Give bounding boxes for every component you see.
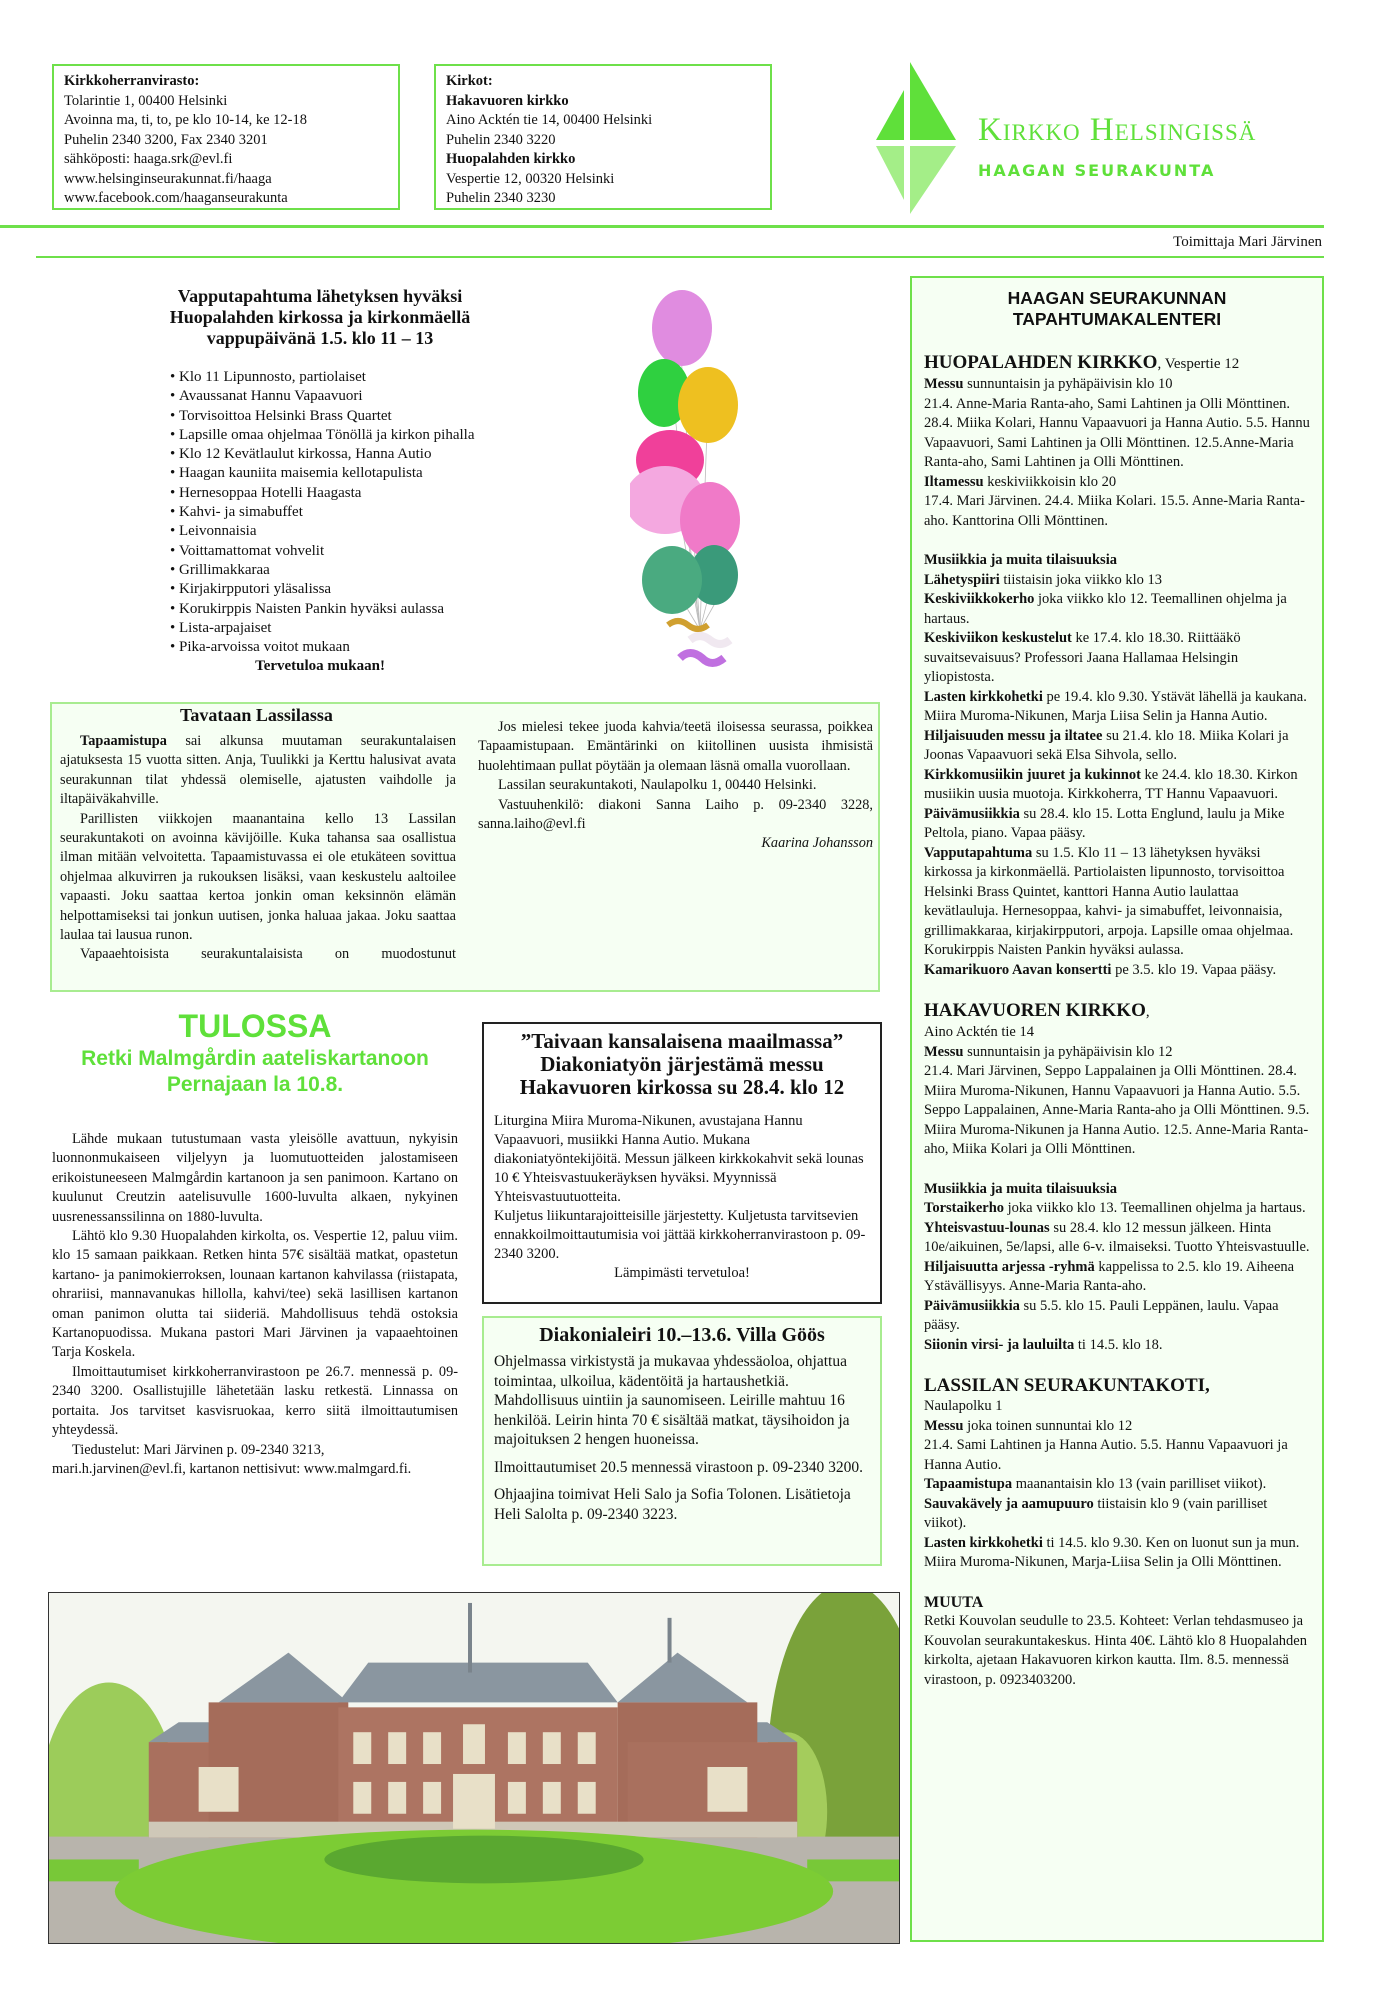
calendar-entry-text: su 1.5. Klo 11 – 13 lähetyksen hyväksi kirkossa ja kirkonmäellä. Partiolaisten lipunnosto, torvisoittoa Helsinki Brass Quintet, kanttori Hanna Autio laulattaa kevätlauluja. Hernesoppaa, kahvi- ja simabuffet, leivonnaisia, grillimakkaraa, kirjakirpputori, arpoja. Lapsille omaa ohjelmaa. Korukirppis Naisten Pankin hyväksi aulassa. (924, 844, 1294, 958)
calendar-entry-text: 21.4. Anne-Maria Ranta-aho, Sami Lahtinen ja Olli Mönttinen. 28.4. Miika Kolari, Hannu Vapaavuori ja Hanna Autio. 5.5. Hannu Vapaavuori, Sami Lahtinen ja Olli Mönttinen. 12.5.Anne-Maria Ranta-aho, Sami Lahtinen ja Olli Mönttinen. (924, 395, 1310, 470)
header-divider-bottom (36, 256, 1324, 258)
calendar-title-line: TAPAHTUMAKALENTERI (1012, 309, 1222, 329)
calendar-entry-text: kappelissa to 2.5. klo 19. Aiheena Ystävällisyys. Anne-Maria Ranta-aho. (924, 1258, 1295, 1294)
vappu-welcome: Tervetuloa mukaan! (255, 658, 385, 674)
calendar-entry-text: ke 17.4. klo 18.30. Riittääkö suvaitsevaisuus? Professori Jaana Hallamaa Helsingin yliopistosta. (924, 630, 1241, 685)
calendar-entry-label: Vapputapahtuma (924, 844, 1033, 861)
calendar-entry-label: Lähetyspiiri (924, 571, 1000, 588)
lassila-heading: LASSILAN SEURAKUNTAKOTI, (924, 1375, 1210, 1396)
leiri-paragraph: Ohjaajina toimivat Heli Salo ja Sofia Tolonen. Lisätietoja Heli Salolta p. 09-2340 3223. (494, 1486, 851, 1523)
calendar-entry (924, 1043, 1310, 1063)
calendar-entry-text: maanantaisin klo 13 (vain parilliset viikot). (1012, 1476, 1267, 1492)
tulossa-paragraph: Ilmoittautumiset kirkkoherranvirastoon pe 26.7. mennessä p. 09-2340 3200. Osallistujille lähetetään lasku retkestä. Linnassa on portaita. Jos tarvitset kasvisruokaa, kerro siitä ilmoittautumisen yhteydessä. (52, 1363, 458, 1439)
office-facebook-link[interactable]: www.facebook.com/haaganseurakunta (64, 190, 288, 206)
taivaan-title (494, 1030, 870, 1099)
calendar-entry-text: ke 24.4. klo 18.30. Kirkon musiikin uusia muotoja. Kirkkoherra, TT Hannu Vapaavuori. (924, 766, 1298, 802)
calendar-entry-label: Kirkkomusiikin juuret ja kukinnot (924, 766, 1141, 783)
vappu-headline-line: Vapputapahtuma lähetyksen hyväksi (177, 286, 463, 306)
lassila-entries (924, 1417, 1310, 1573)
article-author: Kaarina Johansson (761, 835, 873, 852)
taivaan-body (494, 1112, 870, 1264)
tavataan-title: Tavataan Lassilassa (180, 705, 333, 725)
vappu-headline-line: Huopalahden kirkossa ja kirkonmäellä (169, 307, 471, 327)
calendar-entry-label: Hiljaisuutta arjessa -ryhmä (924, 1258, 1095, 1275)
diakonialeiri-box (482, 1316, 882, 1566)
office-title: Kirkkoherranvirasto: (64, 73, 200, 89)
tulossa-subtitle-line: Pernajaan la 10.8. (166, 1073, 344, 1096)
calendar-entry-text: ti 14.5. klo 9.30. Ken on luonut sun ja mun. Miira Muroma-Nikunen, Marja-Liisa Selin ja Olli Mönttinen. (924, 1534, 1300, 1570)
calendar-entry-label: Torstaikerho (924, 1200, 1005, 1216)
church1-name: Hakavuoren kirkko (446, 92, 569, 109)
calendar-entry-text: keskiviikkoisin klo 20 (983, 473, 1117, 490)
calendar-entry-label: Keskiviikon keskustelut (924, 630, 1072, 646)
church1-phone: Puhelin 2340 3220 (446, 131, 556, 148)
hakavuori-address: Aino Acktén tie 14 (924, 1024, 1034, 1040)
lassila-address: Naulapolku 1 (924, 1398, 1003, 1414)
calendar-entry-text: sunnuntaisin ja pyhäpäivisin klo 10 (963, 376, 1173, 392)
calendar-entry (924, 961, 1310, 981)
huopalahti-name: HUOPALAHDEN KIRKKO (924, 352, 1158, 373)
event-calendar (910, 276, 1324, 1942)
calendar-entry (924, 571, 1310, 591)
tulossa-paragraph: Lähtö klo 9.30 Huopalahden kirkolta, os. Vespertie 12, paluu viim. klo 15 samaan paikkaan. Retken hinta 57€ sisältää matkat, opastetun kartano- ja panimokierroksen, lounaan kartanon kahvilassa (riistapata, ohrariisi, mannavanukas hillolla, kahvi/tee) sekä lasillisen kartanon oman panimon olutta tai siideriä. Mahdollisuus tehdä ostoksia Kartanopuodissa. Mukana pastori Mari Järvinen ja vapaaehtoinen Tarja Koskela. (52, 1228, 458, 1361)
calendar-entry (924, 375, 1310, 395)
calendar-entry (924, 727, 1310, 766)
calendar-entry-text: su 21.4. klo 18. Miika Kolari ja Joonas Vapaavuori sekä Elsa Sihvola, sello. (924, 727, 1289, 763)
calendar-entry-label: Päivämusiikkia (924, 1297, 1020, 1314)
hakavuori-heading (924, 1000, 1310, 1023)
calendar-entry-label: Messu (924, 1417, 964, 1434)
office-address: Tolarintie 1, 00400 Helsinki (64, 92, 228, 109)
huopalahti-heading (924, 352, 1310, 375)
vappu-program-list (170, 368, 474, 657)
taivaan-messu-box (482, 1022, 882, 1304)
list-item: • Hernesoppaa Hotelli Haagasta (170, 484, 474, 503)
calendar-entry (924, 473, 1310, 493)
tapaamistupa-label: Tapaamistupa (80, 733, 167, 749)
church2-name: Huopalahden kirkko (446, 151, 576, 167)
office-info-box (52, 64, 400, 210)
tavataan-paragraph: Vastuuhenkilö: diakoni Sanna Laiho p. 09-2340 3228, sanna.laiho@evl.fi (478, 796, 873, 833)
hakavuori-music-heading: Musiikkia ja muita tilaisuuksia (924, 1180, 1117, 1197)
list-item: • Korukirppis Naisten Pankin hyväksi aulassa (170, 600, 474, 619)
tavataan-text: sai alkunsa muutaman seurakuntalaisen ajatuksesta 15 vuotta sitten. Anja, Tuulikki ja Kerttu halusivat avata seurakunnan tilat yhdessä olemiselle, ajatusten vaihdolle ja iltapäiväkahville. (60, 733, 456, 808)
list-item: • Lapsille omaa ohjelmaa Tönöllä ja kirkon pihalla (170, 426, 474, 445)
huopalahti-entries (924, 375, 1310, 531)
calendar-entry (924, 1417, 1310, 1437)
calendar-entry-text: ti 14.5. klo 18. (1074, 1336, 1163, 1353)
taivaan-text: Liturgina Miira Muroma-Nikunen, avustajana Hannu Vapaavuori, musiikki Hanna Autio. Mukana diakoniatyöntekijöitä. Messun jälkeen kirkkokahvit sekä lounas 10 € Yhteisvastuukeräyksen hyväksi. Myynnissä Yhteisvastuutuotteita. (494, 1113, 864, 1205)
calendar-entry-label: Keskiviikkokerho (924, 591, 1035, 607)
hakavuori-name: HAKAVUOREN KIRKKO (924, 1000, 1146, 1021)
calendar-entry (924, 1297, 1310, 1336)
calendar-title (924, 288, 1310, 330)
list-item: • Kirjakirpputori yläsalissa (170, 580, 474, 599)
calendar-entry-label: Hiljaisuuden messu ja iltatee (924, 727, 1103, 744)
tavataan-column-left (60, 732, 456, 964)
hakavuori-music-entries (924, 1199, 1310, 1355)
huopalahti-music-heading: Musiikkia ja muita tilaisuuksia (924, 552, 1117, 568)
list-item: • Grillimakkaraa (170, 561, 474, 580)
church2-address: Vespertie 12, 00320 Helsinki (446, 170, 615, 187)
calendar-entry-text: su 28.4. klo 12 messun jälkeen. Hinta 10e/aikuinen, 5e/lapsi, alle 6-v. ilmaiseksi. Tuotto Yhteisvastuulle. (924, 1219, 1310, 1255)
calendar-entry-label: Siionin virsi- ja lauluilta (924, 1336, 1075, 1353)
calendar-entry (924, 1062, 1310, 1160)
churches-title: Kirkot: (446, 73, 493, 89)
calendar-title-line: HAAGAN SEURAKUNNAN (1007, 288, 1227, 308)
editor-credit: Toimittaja Mari Järvinen (1173, 234, 1322, 250)
calendar-entry-text: su 5.5. klo 15. Pauli Leppänen, laulu. Vapaa pääsy. (924, 1297, 1279, 1333)
muuta-heading: MUUTA (924, 1593, 984, 1611)
calendar-entry-text: pe 3.5. klo 19. Vapaa pääsy. (1111, 961, 1277, 978)
office-hours: Avoinna ma, ti, to, pe klo 10-14, ke 12-18 (64, 112, 307, 128)
calendar-entry-text: pe 19.4. klo 9.30. Ystävät lähellä ja kaukana. Miira Muroma-Nikunen, Marja Liisa Selin ja Hanna Autio. (924, 688, 1307, 724)
calendar-entry (924, 590, 1310, 629)
church1-address: Aino Acktén tie 14, 00400 Helsinki (446, 112, 653, 128)
tulossa-title: TULOSSA (178, 1008, 332, 1044)
calendar-entry (924, 766, 1310, 805)
calendar-entry-text: joka toinen sunnuntai klo 12 (963, 1417, 1133, 1434)
list-item: • Klo 12 Kevätlaulut kirkossa, Hanna Autio (170, 445, 474, 464)
taivaan-text: Kuljetus liikuntarajoitteisille järjestetty. Kuljetusta tarvitsevien ennakkoilmoittautumisia voi jättää kirkkoherranvirastoon p. 09-2340 3200. (494, 1208, 866, 1262)
calendar-entry (924, 844, 1310, 961)
taivaan-title-line: ”Taivaan kansalaisena maailmassa” (520, 1029, 844, 1053)
list-item: • Leivonnaisia (170, 522, 474, 541)
tulossa-paragraph: Lähde mukaan tutustumaan vasta yleisölle avattuun, nykyisin luonnonmukaiseen viljelyyn ja luomutuotteiden jalostamiseen erikoistuneeseen Malmgårdin kartanoon ja sen panimoon. Kartano on kuulunut Creutzin aatelisuvulle 1600-luvulta alkaen, nykyinen uusrenessanssilinna on 1880-luvulta. (52, 1131, 458, 1225)
calendar-entry-text: joka viikko klo 12. Teemallinen ohjelma ja hartaus. (924, 591, 1287, 627)
calendar-entry-label: Iltamessu (924, 473, 984, 490)
list-item: • Haagan kauniita maisemia kellotapulista (170, 464, 474, 483)
list-item: • Klo 11 Lipunnosto, partiolaiset (170, 368, 474, 387)
huopalahti-address: , Vespertie 12 (1157, 356, 1240, 372)
calendar-entry-label: Lasten kirkkohetki (924, 1534, 1043, 1551)
tavataan-paragraph (60, 732, 456, 810)
office-email[interactable]: sähköposti: haaga.srk@evl.fi (64, 151, 233, 167)
calendar-entry-text: joka viikko klo 13. Teemallinen ohjelma ja hartaus. (1004, 1200, 1306, 1216)
calendar-entry-label: Lasten kirkkohetki (924, 688, 1043, 705)
tavataan-paragraph: Parillisten viikkojen maanantaina kello 13 Lassilan seurakuntakoti on avoinna kävijöille. Kuka tahansa saa osallistua ilman mitään velvoitetta. Tapaamistuvassa ei ole etukäteen sovittua ohjelmaa alkuvirren ja rukouksen lisäksi, vaan keskustelu aaltoilee vapaasti. Joku saattaa kertoa jonkin oman keksinnön elämän helpottamiseksi tai jonkun uutisen, jonka haluaa jakaa. Joku saattaa laulaa tai lausua runon. (60, 810, 456, 944)
calendar-entry-text: 21.4. Sami Lahtinen ja Hanna Autio. 5.5. Hannu Vapaavuori ja Hanna Autio. (924, 1437, 1288, 1473)
hakavuori-comma: , (1145, 1004, 1150, 1020)
office-website-link[interactable]: www.helsinginseurakunnat.fi/haaga (64, 170, 272, 187)
calendar-entry (924, 805, 1310, 844)
vappu-headline (140, 286, 500, 349)
calendar-entry (924, 1219, 1310, 1258)
calendar-entry-label: Tapaamistupa (924, 1476, 1013, 1492)
tavataan-paragraph: Jos mielesi tekee juoda kahvia/teetä iloisessa seurassa, poikkea Tapaamistupaan. Emäntärinki on kiitollinen uusista ihmisistä huolehtimaan pullat pöytään ja olemaan läsnä omalla vuorollaan. (478, 719, 873, 774)
calendar-entry-text: su 28.4. klo 15. Lotta Englund, laulu ja Mike Peltola, piano. Vapaa pääsy. (924, 805, 1285, 841)
calendar-entry-label: Kamarikuoro Aavan konsertti (924, 961, 1112, 978)
calendar-entry-text: 17.4. Mari Järvinen. 24.4. Miika Kolari. 15.5. Anne-Maria Ranta-aho. Kanttorina Olli Mönttinen. (924, 493, 1305, 529)
list-item: • Pika-arvoissa voitot mukaan (170, 638, 474, 657)
header-divider-top (0, 225, 1324, 228)
balloons-image (630, 280, 760, 680)
logo-title: Kirkko Helsingissä (978, 112, 1257, 148)
taivaan-title-line: Diakoniatyön järjestämä messu (540, 1052, 824, 1076)
calendar-entry-text: tiistaisin joka viikko klo 13 (999, 571, 1163, 588)
calendar-entry-label: Päivämusiikkia (924, 805, 1020, 822)
list-item: • Torvisoittoa Helsinki Brass Quartet (170, 407, 474, 426)
calendar-entry-label: Sauvakävely ja aamupuuro (924, 1495, 1094, 1512)
tavataan-paragraph: Lassilan seurakuntakoti, Naulapolku 1, 00440 Helsinki. (498, 777, 817, 794)
tulossa-paragraph: Tiedustelut: Mari Järvinen p. 09-2340 3213, mari.h.jarvinen@evl.fi, kartanon nettisivut: www.malmgard.fi. (52, 1441, 412, 1477)
calendar-entry (924, 1475, 1310, 1495)
leiri-paragraph: Ilmoittautumiset 20.5 mennessä virastoon p. 09-2340 3200. (494, 1458, 863, 1476)
taivaan-welcome: Lämpimästi tervetuloa! (614, 1265, 750, 1281)
vappu-headline-line: vappupäivänä 1.5. klo 11 – 13 (206, 328, 434, 348)
calendar-entry (924, 492, 1310, 531)
calendar-entry (924, 1199, 1310, 1219)
calendar-entry-label: Messu (924, 1043, 964, 1060)
tavataan-paragraph: Vapaaehtoisista seurakuntalaisista on muodostunut (80, 946, 456, 963)
church2-phone: Puhelin 2340 3230 (446, 190, 556, 206)
list-item: • Voittamattomat vohvelit (170, 542, 474, 561)
list-item: • Lista-arpajaiset (170, 619, 474, 638)
calendar-entry-text: tiistaisin klo 9 (vain parilliset viikot). (924, 1495, 1268, 1531)
calendar-entry (924, 1495, 1310, 1534)
logo-subtitle: HAAGAN SEURAKUNTA (978, 161, 1216, 180)
tavataan-column-right (478, 718, 873, 854)
calendar-entry (924, 688, 1310, 727)
list-item: • Avaussanat Hannu Vapaavuori (170, 387, 474, 406)
taivaan-title-line: Hakavuoren kirkossa su 28.4. klo 12 (519, 1075, 845, 1099)
tulossa-subtitle (50, 1046, 460, 1098)
list-item: • Kahvi- ja simabuffet (170, 503, 474, 522)
tulossa-subtitle-line: Retki Malmgårdin aateliskartanoon (81, 1047, 429, 1070)
churches-info-box (434, 64, 772, 210)
leiri-title: Diakonialeiri 10.–13.6. Villa Göös (539, 1324, 825, 1346)
manor-photo (48, 1592, 900, 1944)
hakavuori-entries (924, 1043, 1310, 1160)
tulossa-body (52, 1130, 458, 1479)
calendar-entry-label: Messu (924, 376, 964, 392)
huopalahti-music-entries (924, 571, 1310, 981)
calendar-entry-text: sunnuntaisin ja pyhäpäivisin klo 12 (963, 1043, 1173, 1060)
calendar-entry-text: 21.4. Mari Järvinen, Seppo Lappalainen ja Olli Mönttinen. 28.4. Miira Muroma-Nikunen, Hannu Vapaavuori ja Hanna Autio. 5.5. Seppo Lappalainen, Anne-Maria Ranta-aho ja Olli Mönttinen. 9.5. Miira Muroma-Nikunen ja Hanna Autio. 12.5. Anne-Maria Ranta-aho, Miika Kolari ja Olli Mönttinen. (924, 1063, 1310, 1157)
calendar-entry (924, 629, 1310, 688)
leiri-paragraph: Ohjelmassa virkistystä ja mukavaa yhdessäoloa, ohjattua toimintaa, ulkoilua, kädentöitä ja hartaushetkiä. Mahdollisuus uintiin ja saunomiseen. Leirille mahtuu 16 henkilöä. Leirin hinta 70 € sisältää matkat, täysihoidon ja majoituksen 2 hengen huoneissa. (494, 1353, 850, 1448)
calendar-entry (924, 1436, 1310, 1475)
calendar-entry (924, 1534, 1310, 1573)
calendar-entry (924, 395, 1310, 473)
office-phone: Puhelin 2340 3200, Fax 2340 3201 (64, 131, 268, 148)
muuta-text: Retki Kouvolan seudulle to 23.5. Kohteet: Verlan tehdasmuseo ja Kouvolan seurakuntakeskus. Hinta 40€. Lähtö klo 8 Huopalahden kirkolta, ajetaan Hakavuoren kirkon kautta. Ilm. 8.5. mennessä virastoon, p. 0923403200. (924, 1613, 1307, 1688)
calendar-entry (924, 1336, 1310, 1356)
calendar-entry-label: Yhteisvastuu-lounas (924, 1219, 1050, 1236)
calendar-entry (924, 1258, 1310, 1297)
cross-diamond-logo-icon (872, 62, 982, 222)
